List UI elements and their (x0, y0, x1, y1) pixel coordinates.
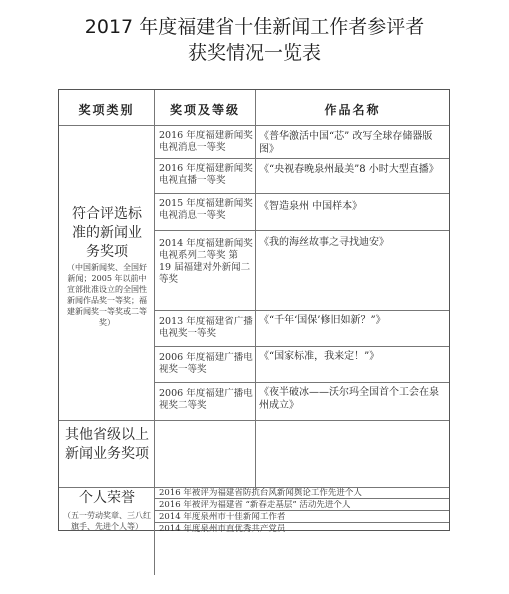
column-divider-2 (255, 90, 256, 490)
award-cell: 2015 年度福建新闻奖电视消息一等奖 (159, 198, 253, 221)
work-title-cell: 《我的海丝故事之寻找迪安》 (259, 237, 389, 248)
category-other-provincial-awards: 其他省级以上新闻业务奖项 (65, 427, 149, 462)
header-divider (59, 125, 449, 126)
category-personal-honors: 个人荣誉 (79, 490, 135, 506)
honor-divider (155, 498, 449, 499)
category-personal-honors-note: （五一劳动奖章、三八红旗手、先进个人等） (63, 511, 151, 531)
category-qualifying-note: （中国新闻奖、全国好新闻；2005 年以前中宣部批准设立的全国性新闻作品奖一等奖；福建新闻奖一等奖或二等奖） (67, 263, 147, 327)
work-title-cell: 《“央视春晚泉州最美”8 小时大型直播》 (259, 164, 439, 175)
honor-divider (155, 510, 449, 511)
awards-table (58, 89, 450, 534)
work-title-cell: 《夜半破冰——沃尔玛全国首个工会在泉州成立》 (259, 387, 439, 411)
award-cell: 2006 年度福建广播电视奖一等奖 (159, 352, 253, 375)
page-title-line-1: 2017 年度福建省十佳新闻工作者参评者 (84, 16, 425, 38)
award-cell: 2016 年度福建新闻奖电视消息一等奖 (159, 130, 253, 153)
work-title-cell: 《“国家标准，我来定！”》 (259, 351, 380, 362)
award-cell: 2014 年度福建新闻奖电视系列二等奖 第 19 届福建对外新闻二等奖 (159, 238, 253, 285)
work-title-cell: 《“千年‘国保’修旧如新？”》 (259, 315, 386, 326)
honor-item: 2014 年度泉州市十佳新闻工作者 (159, 512, 286, 522)
award-cell: 2006 年度福建广播电视奖二等奖 (159, 388, 253, 411)
column-divider-1 (154, 90, 155, 575)
honor-item: 2014 年度泉州市直优秀共产党员 (159, 524, 286, 534)
row-divider (155, 193, 449, 194)
honor-item: 2016 年被评为福建省防抗台风新闻舆论工作先进个人 (159, 488, 362, 498)
row-divider (155, 230, 449, 231)
work-title-cell: 《智造泉州 中国样本》 (259, 201, 363, 212)
category-qualifying-awards: 符合评选标准的新闻业务奖项 (72, 206, 142, 260)
work-title-cell: 《普华激活中国“芯” 改写全球存储器版图》 (259, 131, 433, 155)
row-divider (155, 382, 449, 383)
page-title-line-2: 获奖情况一览表 (187, 42, 321, 64)
row-divider (155, 310, 449, 311)
award-cell: 2013 年度福建省广播电视奖一等奖 (159, 316, 253, 339)
section-divider (59, 420, 449, 421)
honor-item: 2016 年被评为福建省 “新春走基层” 活动先进个人 (159, 500, 351, 510)
header-award: 奖项及等级 (169, 103, 240, 117)
award-cell: 2016 年度福建新闻奖电视直播一等奖 (159, 163, 253, 186)
header-category: 奖项类别 (78, 103, 135, 117)
row-divider (155, 158, 449, 159)
header-work: 作品名称 (324, 103, 381, 117)
row-divider (155, 346, 449, 347)
honor-divider (155, 522, 449, 523)
